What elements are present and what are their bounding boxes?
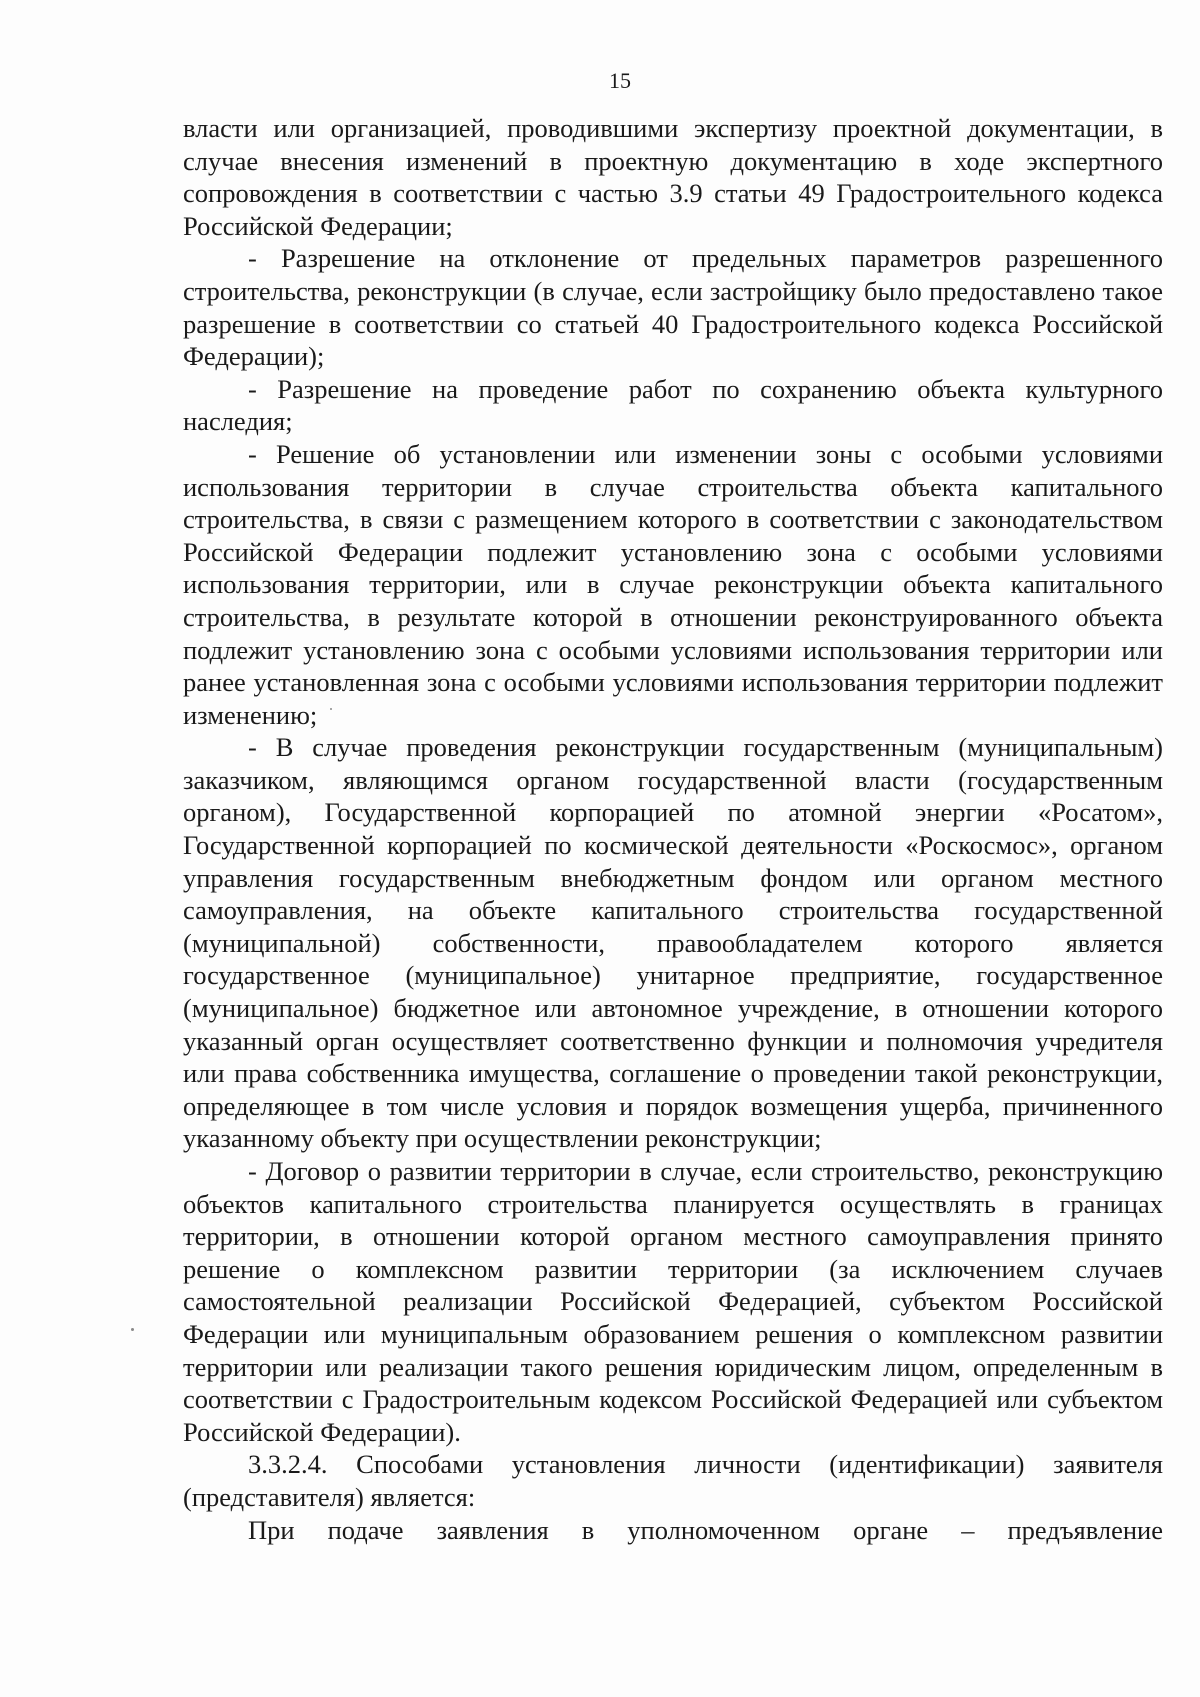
paragraph-submission-in-person: При подаче заявления в уполномоченном органе – предъявление — [248, 1514, 1163, 1545]
paragraph-expertise-continuation: власти или организацией, проводившими экспертизу проектной документации, в случае внесения изменений в проектную документацию в ходе экспертного сопровождения в соответствии с частью 3.9 статьи 49 Градостроительного кодекса Российской Федерации; — [183, 113, 1163, 241]
page-number: 15 — [609, 68, 631, 93]
paragraph-deviation-permit: - Разрешение на отклонение от предельных параметров разрешенного строительства, реконструкции (в случае, если застройщику было предоставлено такое разрешение в соответствии со статьей 40 Градостроительного кодекса Российской Федерации); — [183, 243, 1163, 372]
scan-speck — [131, 1328, 134, 1331]
scan-speck — [330, 708, 332, 710]
paragraph-reconstruction-agreement: - В случае проведения реконструкции государственным (муниципальным) заказчиком, являющимся органом государственной власти (государственным органом), Государственной корпорацией по атомной энергии «Росатом», Государственной корпорацией по космической деятельности «Роскосмос», органом управления государственным внебюджетным фондом или органом местного самоуправления, на объекте капитального строительства государственной (муниципальной) собственности, правообладателем которого является государственное (муниципальное) унитарное предприятие, государственное (муниципальное) бюджетное или автономное учреждение, в отношении которого указанный орган осуществляет соответственно функции и полномочия учредителя или права собственника имущества, соглашение о проведении такой реконструкции, определяющее в том числе условия и порядок возмещения ущерба, причиненного указанному объекту при осуществлении реконструкции; — [183, 732, 1163, 1154]
document-body — [183, 112, 1163, 1546]
paragraph-heritage-permit: - Разрешение на проведение работ по сохранению объекта культурного наследия; — [183, 373, 1163, 437]
paragraph-identification-methods: 3.3.2.4. Способами установления личности (идентификации) заявителя (представителя) является: — [183, 1449, 1163, 1512]
paragraph-territory-development-contract: - Договор о развитии территории в случае, если строительство, реконструкцию объектов капитального строительства планируется осуществлять в границах территории, в отношении которой органом местного самоуправления принято решение о комплексном развитии территории (за исключением случаев самостоятельной реализации Российской Федерацией, субъектом Российской Федерации или муниципальным образованием решения о комплексном развитии территории или реализации такого решения юридическим лицом, определенным в соответствии с Градостроительным кодексом Российской Федерацией или субъектом Российской Федерации). — [183, 1156, 1163, 1447]
paragraph-special-zone-decision: - Решение об установлении или изменении зоны с особыми условиями использования территории в случае строительства объекта капитального строительства, в связи с размещением которого в соответствии с законодательством Российской Федерации подлежит установлению зона с особыми условиями использования территории, или в случае реконструкции объекта капитального строительства, в результате которой в отношении реконструированного объекта подлежит установлению зона с особыми условиями использования территории или ранее установленная зона с особыми условиями использования территории подлежит изменению; — [183, 438, 1163, 730]
